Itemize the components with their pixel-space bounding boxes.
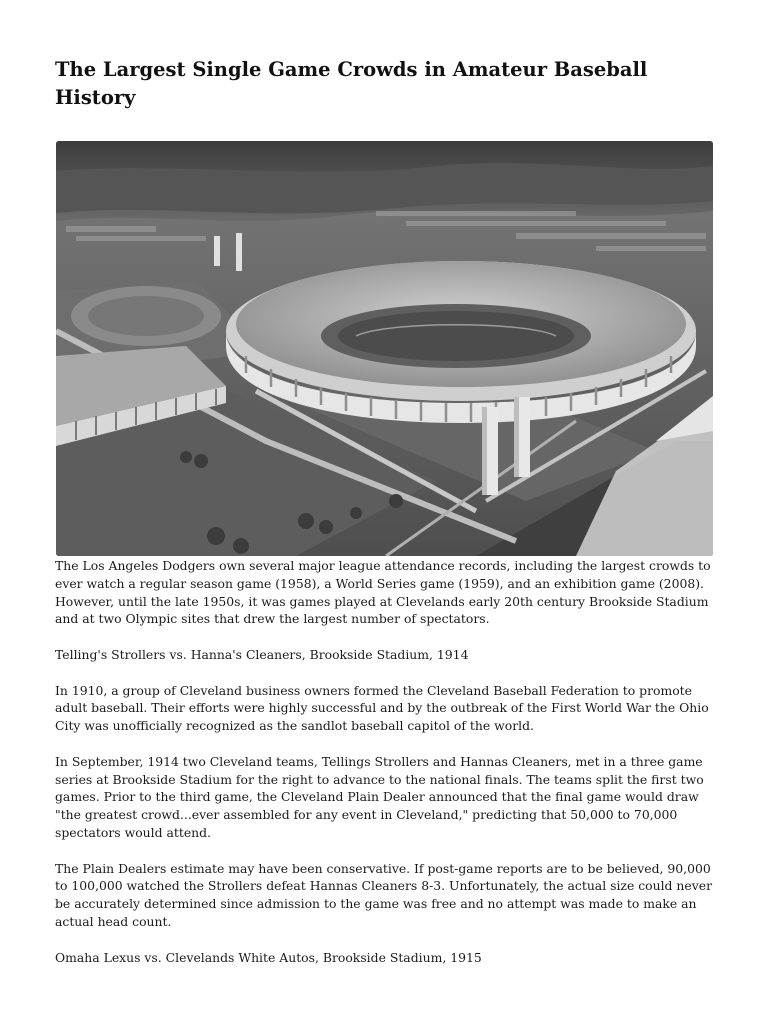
section-heading-1914: Telling's Strollers vs. Hanna's Cleaners, Brookside Stadium, 1914 — [55, 646, 469, 662]
paragraph-series: In September, 1914 two Cleveland teams, Tellings Strollers and Hannas Cleaners, met in a three game series at Brookside Stadium for the right to advance to the national finals. The teams split the first two games. Prior to the third game, the Cleveland Plain Dealer announced that the final game would draw "the greatest crowd...ever assembled for any event in Cleveland," predicting that 50,000 to 70,000 spectators would attend. — [55, 753, 704, 840]
article-body — [55, 557, 715, 984]
section-heading-1915: Omaha Lexus vs. Clevelands White Autos, Brookside Stadium, 1915 — [55, 949, 482, 965]
article-title: The Largest Single Game Crowds in Amateur Baseball History — [55, 58, 648, 109]
stadium-aerial-photo — [56, 141, 713, 556]
paragraph-estimate: The Plain Dealers estimate may have been conservative. If post-game reports are to be believed, 90,000 to 100,000 watched the Strollers defeat Hannas Cleaners 8-3. Unfortunately, the actual size could never be accurately determined since admission to the game was free and no attempt was made to make an actual head count. — [55, 860, 712, 929]
paragraph-intro: The Los Angeles Dodgers own several major league attendance records, including the largest crowds to ever watch a regular season game (1958), a World Series game (1959), and an exhibition game (2008). However, until the late 1950s, it was games played at Clevelands early 20th century Brookside Stadium and at two Olympic sites that drew the largest number of spectators. — [55, 558, 711, 627]
paragraph-federation: In 1910, a group of Cleveland business owners formed the Cleveland Baseball Federation to promote adult baseball. Their efforts were highly successful and by the outbreak of the First World War the Ohio City was unofficially recognized as the sandlot baseball capitol of the world. — [55, 682, 709, 734]
